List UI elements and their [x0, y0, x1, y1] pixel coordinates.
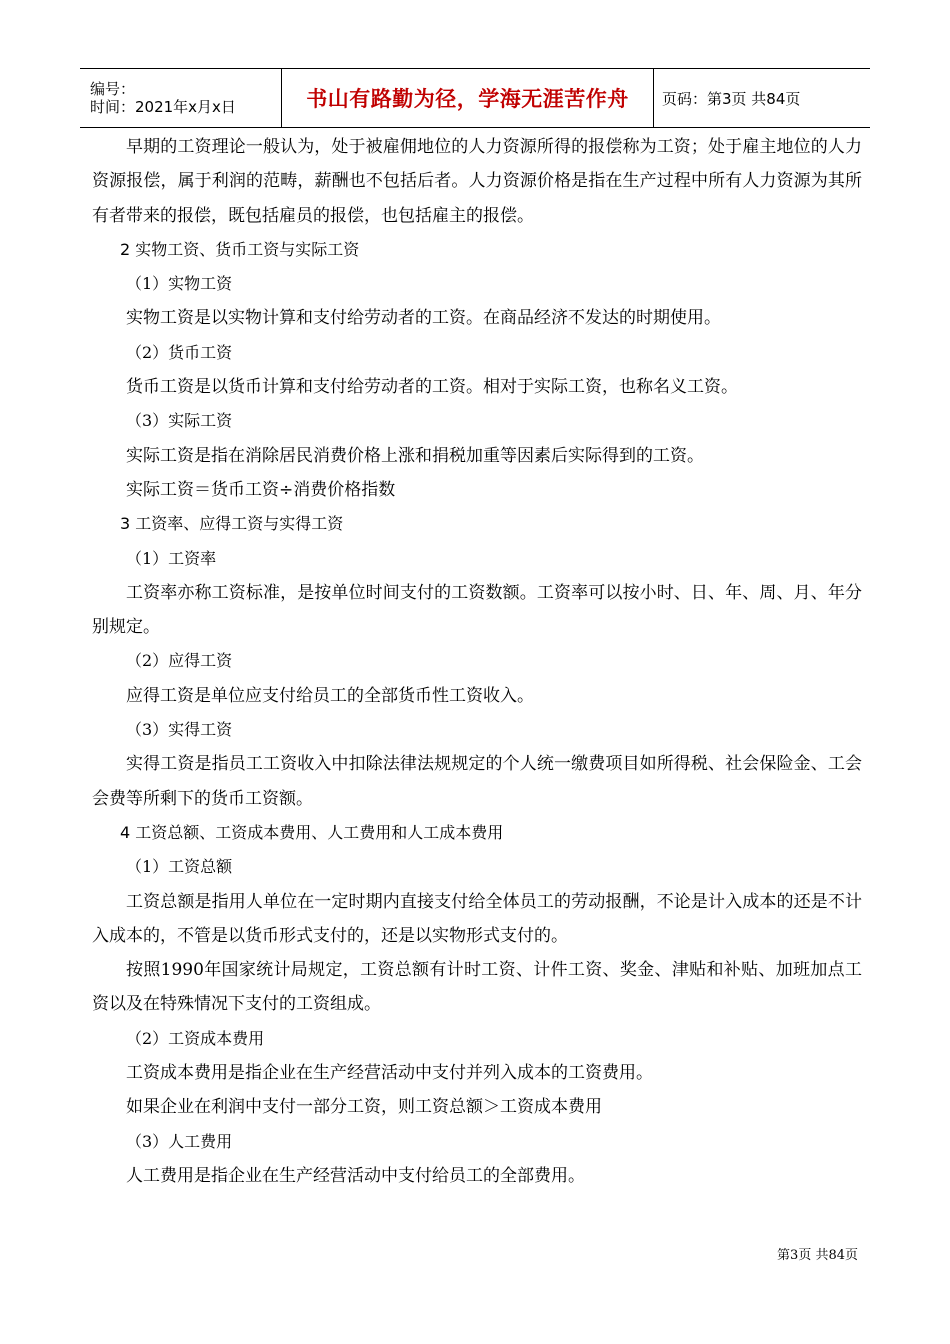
motto-text: 书山有路勤为径，学海无涯苦作舟	[306, 87, 629, 111]
paragraph: 工资率亦称工资标准，是按单位时间支付的工资数额。工资率可以按小时、日、年、周、月、年分别规定。	[92, 582, 862, 638]
paragraph: 按照1990年国家统计局规定，工资总额有计时工资、计件工资、奖金、津贴和补贴、加班加点工资以及在特殊情况下支付的工资组成。	[92, 960, 862, 1015]
subsection-heading: （1）工资总额	[126, 857, 233, 877]
header-meta	[80, 69, 282, 127]
paragraph: 早期的工资理论一般认为，处于被雇佣地位的人力资源所得的报偿称为工资；处于雇主地位的人力资源报偿，属于利润的范畴，薪酬也不包括后者。人力资源价格是指在生产过程中所有人力资源为其所有者带来的报偿，既包括雇员的报偿，也包括雇主的报偿。	[92, 137, 862, 226]
subsection-heading: （2）货币工资	[126, 342, 233, 362]
subsection-heading: （2）工资成本费用	[126, 1028, 265, 1048]
header-page-label: 页码：第3页 共84页	[662, 89, 801, 108]
subsection-heading: （3）实际工资	[126, 411, 233, 431]
formula-line: 实际工资＝货币工资÷消费价格指数	[126, 479, 396, 500]
header-motto	[282, 69, 654, 127]
header-page	[654, 69, 870, 127]
subsection-heading: （3）实得工资	[126, 720, 233, 740]
subsection-heading: （1）工资率	[126, 548, 217, 568]
subsection-heading: （2）应得工资	[126, 651, 233, 671]
paragraph: 工资总额是指用人单位在一定时期内直接支付给全体员工的劳动报酬，不论是计入成本的还是不计入成本的，不管是以货币形式支付的，还是以实物形式支付的。	[92, 891, 862, 946]
document-body	[92, 130, 862, 1193]
page-header	[80, 68, 870, 128]
subsection-heading: （1）实物工资	[126, 274, 233, 294]
paragraph: 工资成本费用是指企业在生产经营活动中支付并列入成本的工资费用。	[126, 1063, 653, 1084]
paragraph: 实际工资是指在消除居民消费价格上涨和捐税加重等因素后实际得到的工资。	[126, 445, 704, 466]
page-footer: 第3页 共84页	[777, 1248, 858, 1263]
paragraph: 实得工资是指员工工资收入中扣除法律法规规定的个人统一缴费项目如所得税、社会保险金、工会会费等所剩下的货币工资额。	[92, 754, 862, 809]
document-time-label: 时间：2021年x月x日	[90, 98, 236, 116]
paragraph: 如果企业在利润中支付一部分工资，则工资总额＞工资成本费用	[126, 1097, 602, 1118]
section-heading: 3 工资率、应得工资与实得工资	[120, 514, 344, 534]
paragraph: 货币工资是以货币计算和支付给劳动者的工资。相对于实际工资，也称名义工资。	[126, 377, 738, 398]
subsection-heading: （3）人工费用	[126, 1131, 233, 1151]
section-heading: 2 实物工资、货币工资与实际工资	[120, 239, 360, 259]
document-number-label: 编号：	[90, 80, 136, 98]
paragraph: 实物工资是以实物计算和支付给劳动者的工资。在商品经济不发达的时期使用。	[126, 308, 721, 329]
paragraph: 人工费用是指企业在生产经营活动中支付给员工的全部费用。	[126, 1165, 585, 1186]
section-heading: 4 工资总额、工资成本费用、人工费用和人工成本费用	[120, 822, 504, 842]
paragraph: 应得工资是单位应支付给员工的全部货币性工资收入。	[126, 685, 534, 706]
